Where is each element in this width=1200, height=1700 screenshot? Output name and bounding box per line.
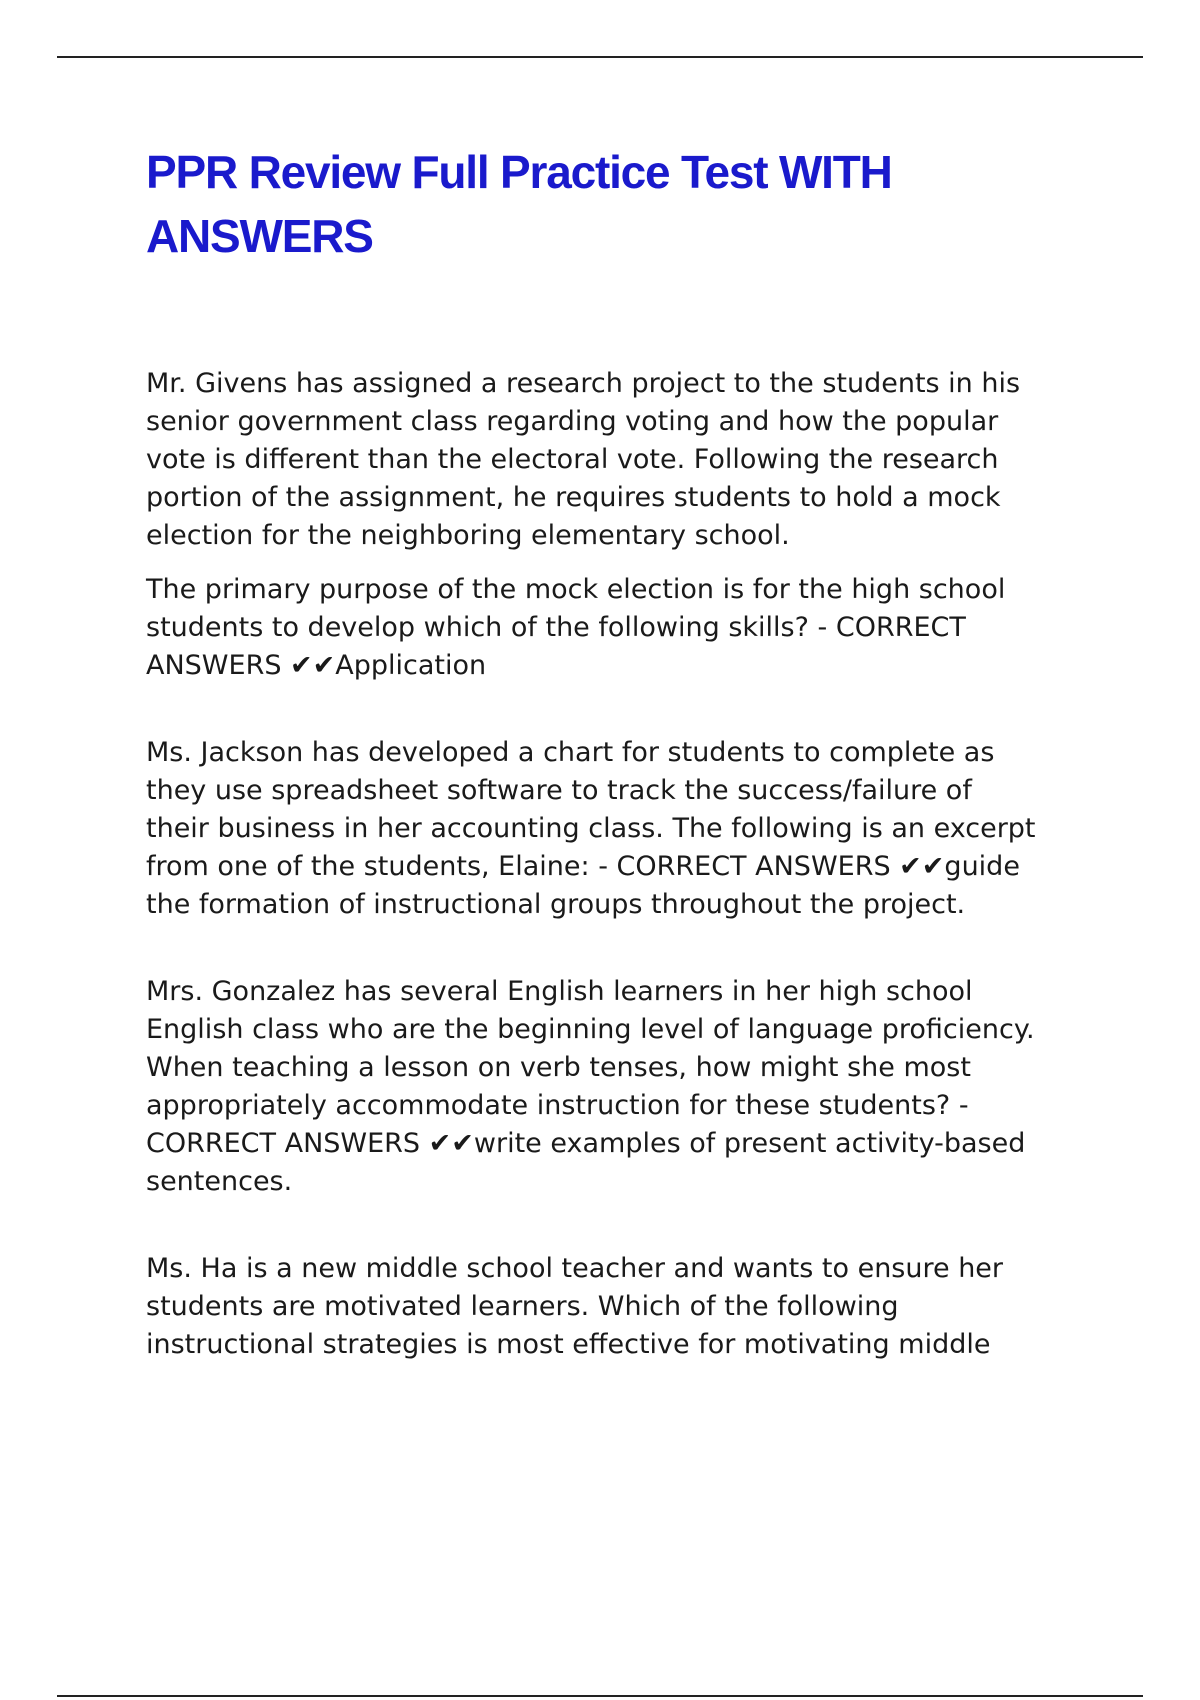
- question-answer-paragraph: Mrs. Gonzalez has several English learners in her high school English class who are the beginning level of language proficiency. When teaching a lesson on verb tenses, how might she most appropriately accommodate instruction for these students? - CORRECT ANSWERS ✔✔write examples of present activity-based sentences.: [146, 976, 1035, 1197]
- question-paragraph: Ms. Ha is a new middle school teacher and wants to ensure her students are motivated learners. Which of the following instructional strategies is most effective for motivating middle: [146, 1253, 1004, 1360]
- question-item: [146, 973, 1096, 1201]
- question-item: [146, 734, 1096, 924]
- question-paragraph: Mr. Givens has assigned a research project to the students in his senior government class regarding voting and how the popular vote is different than the electoral vote. Following the research portion of the assignment, he requires students to hold a mock election for the neighboring elementary school.: [146, 368, 1021, 551]
- document-title: PPR Review Full Practice Test WITH ANSWERS: [146, 146, 892, 262]
- question-item: [146, 1250, 1096, 1364]
- top-rule: [57, 56, 1143, 58]
- bottom-rule: [57, 1695, 1143, 1697]
- question-item: [146, 365, 1096, 685]
- document-body: [146, 140, 1096, 1413]
- question-answer-paragraph: Ms. Jackson has developed a chart for students to complete as they use spreadsheet software to track the success/failure of their business in her accounting class. The following is an excerpt from one of the students, Elaine: - CORRECT ANSWERS ✔✔guide the formation of instructional groups throughout the project.: [146, 737, 1036, 920]
- question-list: [146, 365, 1096, 1364]
- question-answer-paragraph: The primary purpose of the mock election is for the high school students to develop which of the following skills? - CORRECT ANSWERS ✔✔Application: [146, 574, 1006, 681]
